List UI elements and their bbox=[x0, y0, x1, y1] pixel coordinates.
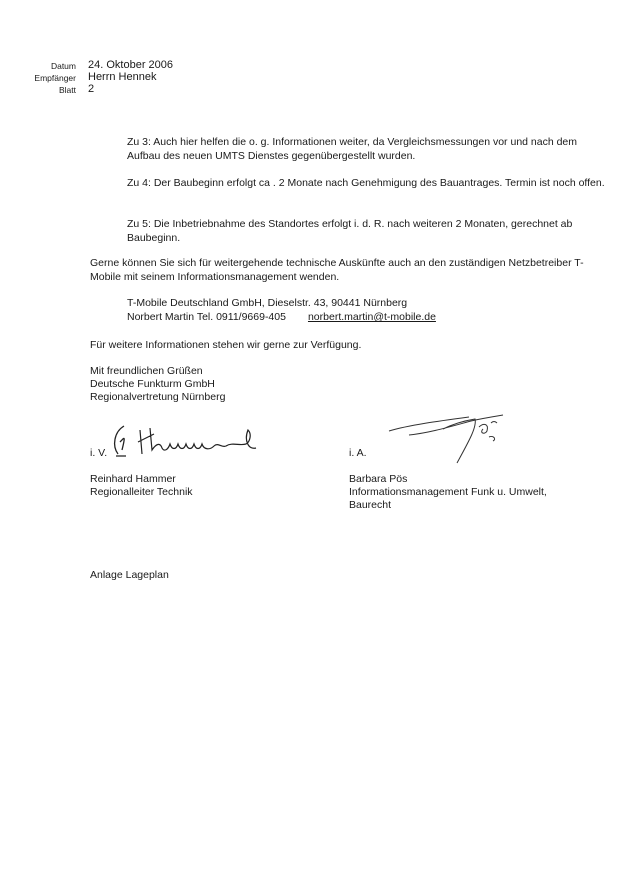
attachment-note: Anlage Lageplan bbox=[90, 569, 169, 581]
blatt-value: 2 bbox=[88, 83, 95, 95]
signer-right-title: Informationsmanagement Funk u. Umwelt, bbox=[349, 486, 547, 498]
meta-row-empfaenger bbox=[0, 71, 173, 83]
paragraph-further-info: Für weitere Informationen stehen wir gerne zur Verfügung. bbox=[90, 339, 362, 351]
datum-value: 24. Oktober 2006 bbox=[88, 59, 174, 71]
closing-block bbox=[90, 365, 225, 404]
contact-phone: Norbert Martin Tel. 0911/9669-405 bbox=[127, 311, 286, 323]
contact-address: T-Mobile Deutschland GmbH, Dieselstr. 43, 90441 Nürnberg bbox=[127, 297, 408, 309]
signer-left-title: Regionalleiter Technik bbox=[90, 486, 193, 498]
signature-left-prefix: i. V. bbox=[90, 447, 108, 459]
meta-row-datum bbox=[0, 59, 173, 71]
paragraph-zu-4: Zu 4: Der Baubeginn erfolgt ca . 2 Monate nach Genehmigung des Bauantrages. Termin ist noch offen. bbox=[127, 177, 605, 189]
signature-right-prefix: i. A. bbox=[349, 447, 367, 459]
empfaenger-label: Empfänger bbox=[34, 73, 76, 83]
contact-block bbox=[127, 296, 436, 324]
handwritten-signature-hammer bbox=[110, 420, 270, 460]
contact-phone-line bbox=[127, 310, 436, 324]
blatt-label: Blatt bbox=[58, 85, 76, 95]
handwritten-signature-poes bbox=[379, 407, 539, 469]
paragraph-zu-3: Zu 3: Auch hier helfen die o. g. Informationen weiter, da Vergleichsmessungen vor und nach dem Aufbau des neuen UMTS Dienstes gegenübergestellt wurden. bbox=[127, 136, 578, 162]
datum-label: Datum bbox=[50, 61, 76, 71]
signer-right-title-2: Baurecht bbox=[349, 499, 392, 511]
contact-email-link[interactable]: norbert.martin@t-mobile.de bbox=[307, 311, 436, 323]
signer-left-block bbox=[90, 473, 193, 499]
signer-right-block bbox=[349, 473, 547, 512]
closing-region: Regionalvertretung Nürnberg bbox=[90, 391, 226, 403]
empfaenger-value: Herrn Hennek bbox=[88, 71, 157, 83]
meta-row-blatt bbox=[0, 83, 173, 95]
signer-right-name: Barbara Pös bbox=[349, 473, 408, 485]
closing-greeting: Mit freundlichen Grüßen bbox=[90, 365, 203, 377]
paragraph-zu-5: Zu 5: Die Inbetriebnahme des Standortes erfolgt i. d. R. nach weiteren 2 Monaten, gerechnet ab Baubeginn. bbox=[127, 218, 573, 244]
signer-left-name: Reinhard Hammer bbox=[90, 473, 176, 485]
closing-company: Deutsche Funkturm GmbH bbox=[90, 378, 215, 390]
letter-header-meta bbox=[0, 59, 173, 95]
paragraph-contact-intro: Gerne können Sie sich für weitergehende technische Auskünfte auch an den zuständigen Netzbetreiber T-Mobile mit seinem Informationsmanagement wenden. bbox=[90, 257, 584, 283]
